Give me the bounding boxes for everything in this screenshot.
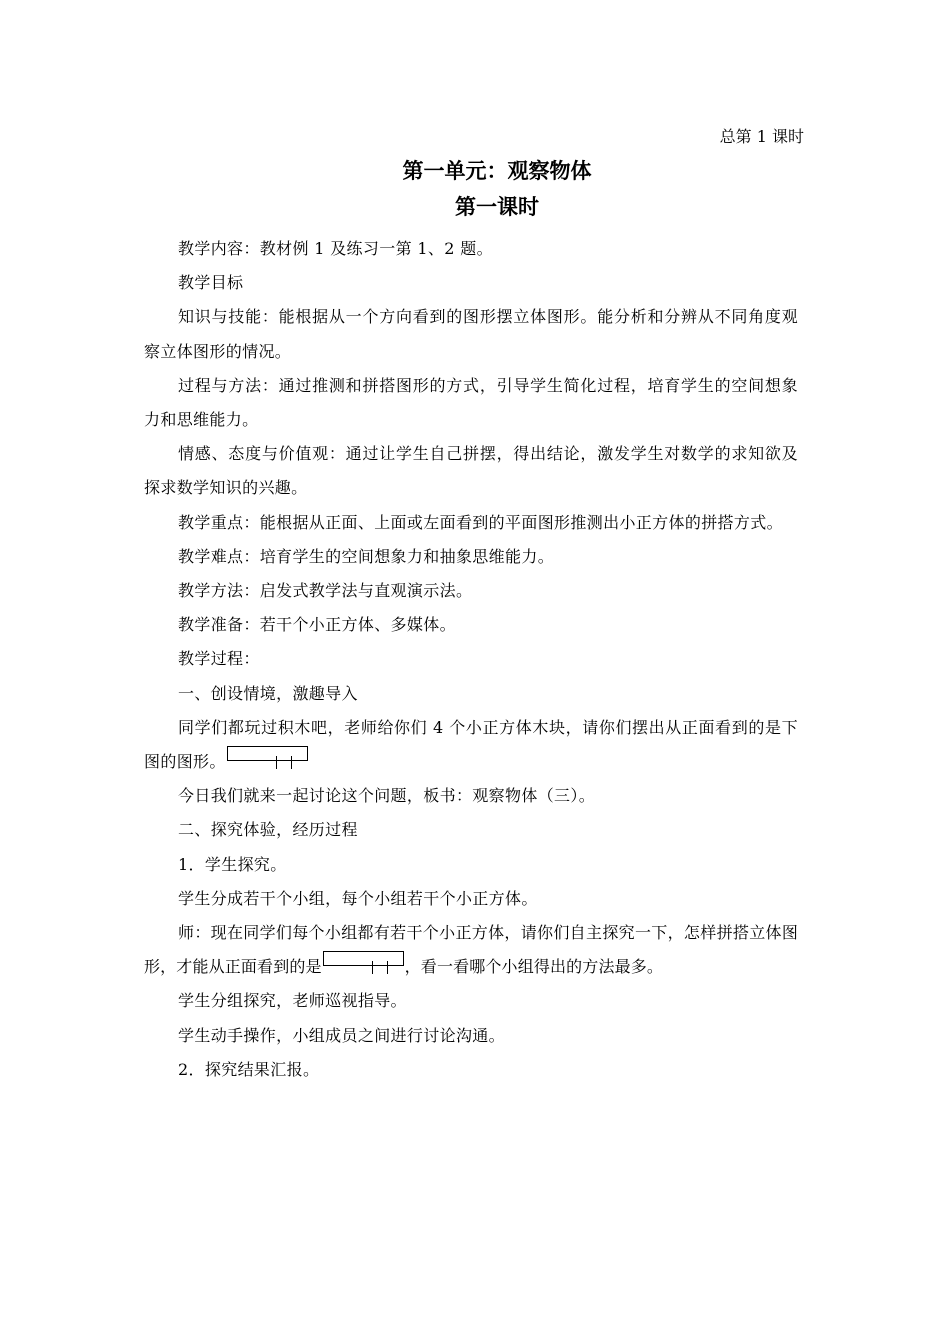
goal-emotion-values: 情感、态度与价值观：通过让学生自己拼摆，得出结论，激发学生对数学的求知欲及探求数学知识的兴趣。: [144, 444, 798, 498]
teaching-method: 教学方法：启发式教学法与直观演示法。: [178, 581, 473, 601]
step-one-heading: 1．学生探究。: [178, 854, 287, 874]
hands-on-paragraph: 学生动手操作，小组成员之间进行讨论沟通。: [178, 1025, 506, 1045]
teacher-prompt-text-a: 师：现在同学们每个小组都有若干个小正方体，请你们自主探究一下，怎样拼搭立体图形，才能从正面看到的是: [144, 923, 798, 977]
lesson-body: [144, 232, 798, 1087]
group-explore-paragraph: 学生分组探究，老师巡视指导。: [178, 991, 407, 1011]
teacher-prompt-paragraph: [144, 916, 798, 984]
section-one-heading: 一、创设情境，激趣导入: [178, 683, 358, 703]
lesson-title: 第一课时: [455, 194, 539, 219]
teaching-process-heading: 教学过程：: [178, 649, 260, 669]
board-writing-paragraph: 今日我们就来一起讨论这个问题，板书：观察物体（三）。: [178, 786, 596, 806]
teaching-key-point: 教学重点：能根据从正面、上面或左面看到的平面图形推测出小正方体的拼搭方式。: [178, 512, 783, 532]
three-cube-front-view-figure: [227, 746, 308, 761]
teaching-difficulty: 教学难点：培育学生的空间想象力和抽象思维能力。: [178, 546, 555, 566]
step-two-heading: 2．探究结果汇报。: [178, 1059, 320, 1079]
teacher-prompt-text-b: ，看一看哪个小组得出的方法最多。: [404, 957, 664, 977]
lesson-count-note: 总第 1 课时: [719, 127, 804, 146]
goal-knowledge-skills: 知识与技能：能根据从一个方向看到的图形摆立体图形。能分析和分辨从不同角度观察立体图形的情况。: [144, 307, 798, 361]
three-cube-front-view-figure-2: [323, 951, 404, 966]
unit-title: 第一单元：观察物体: [402, 158, 592, 183]
goal-process-method: 过程与方法：通过推测和拼搭图形的方式，引导学生简化过程，培育学生的空间想象力和思维能力。: [144, 375, 798, 430]
teaching-goals-heading: 教学目标: [178, 273, 244, 293]
section-two-heading: 二、探究体验，经历过程: [178, 820, 358, 840]
intro-text: 同学们都玩过积木吧，老师给你们 4 个小正方体木块，请你们摆出从正面看到的是下图的图形。: [144, 717, 798, 772]
teaching-content: 教学内容：教材例 1 及练习一第 1、2 题。: [178, 239, 493, 258]
teaching-preparation: 教学准备：若干个小正方体、多媒体。: [178, 615, 456, 635]
group-paragraph: 学生分成若干个小组，每个小组若干个小正方体。: [178, 888, 538, 908]
intro-paragraph: [144, 711, 798, 779]
